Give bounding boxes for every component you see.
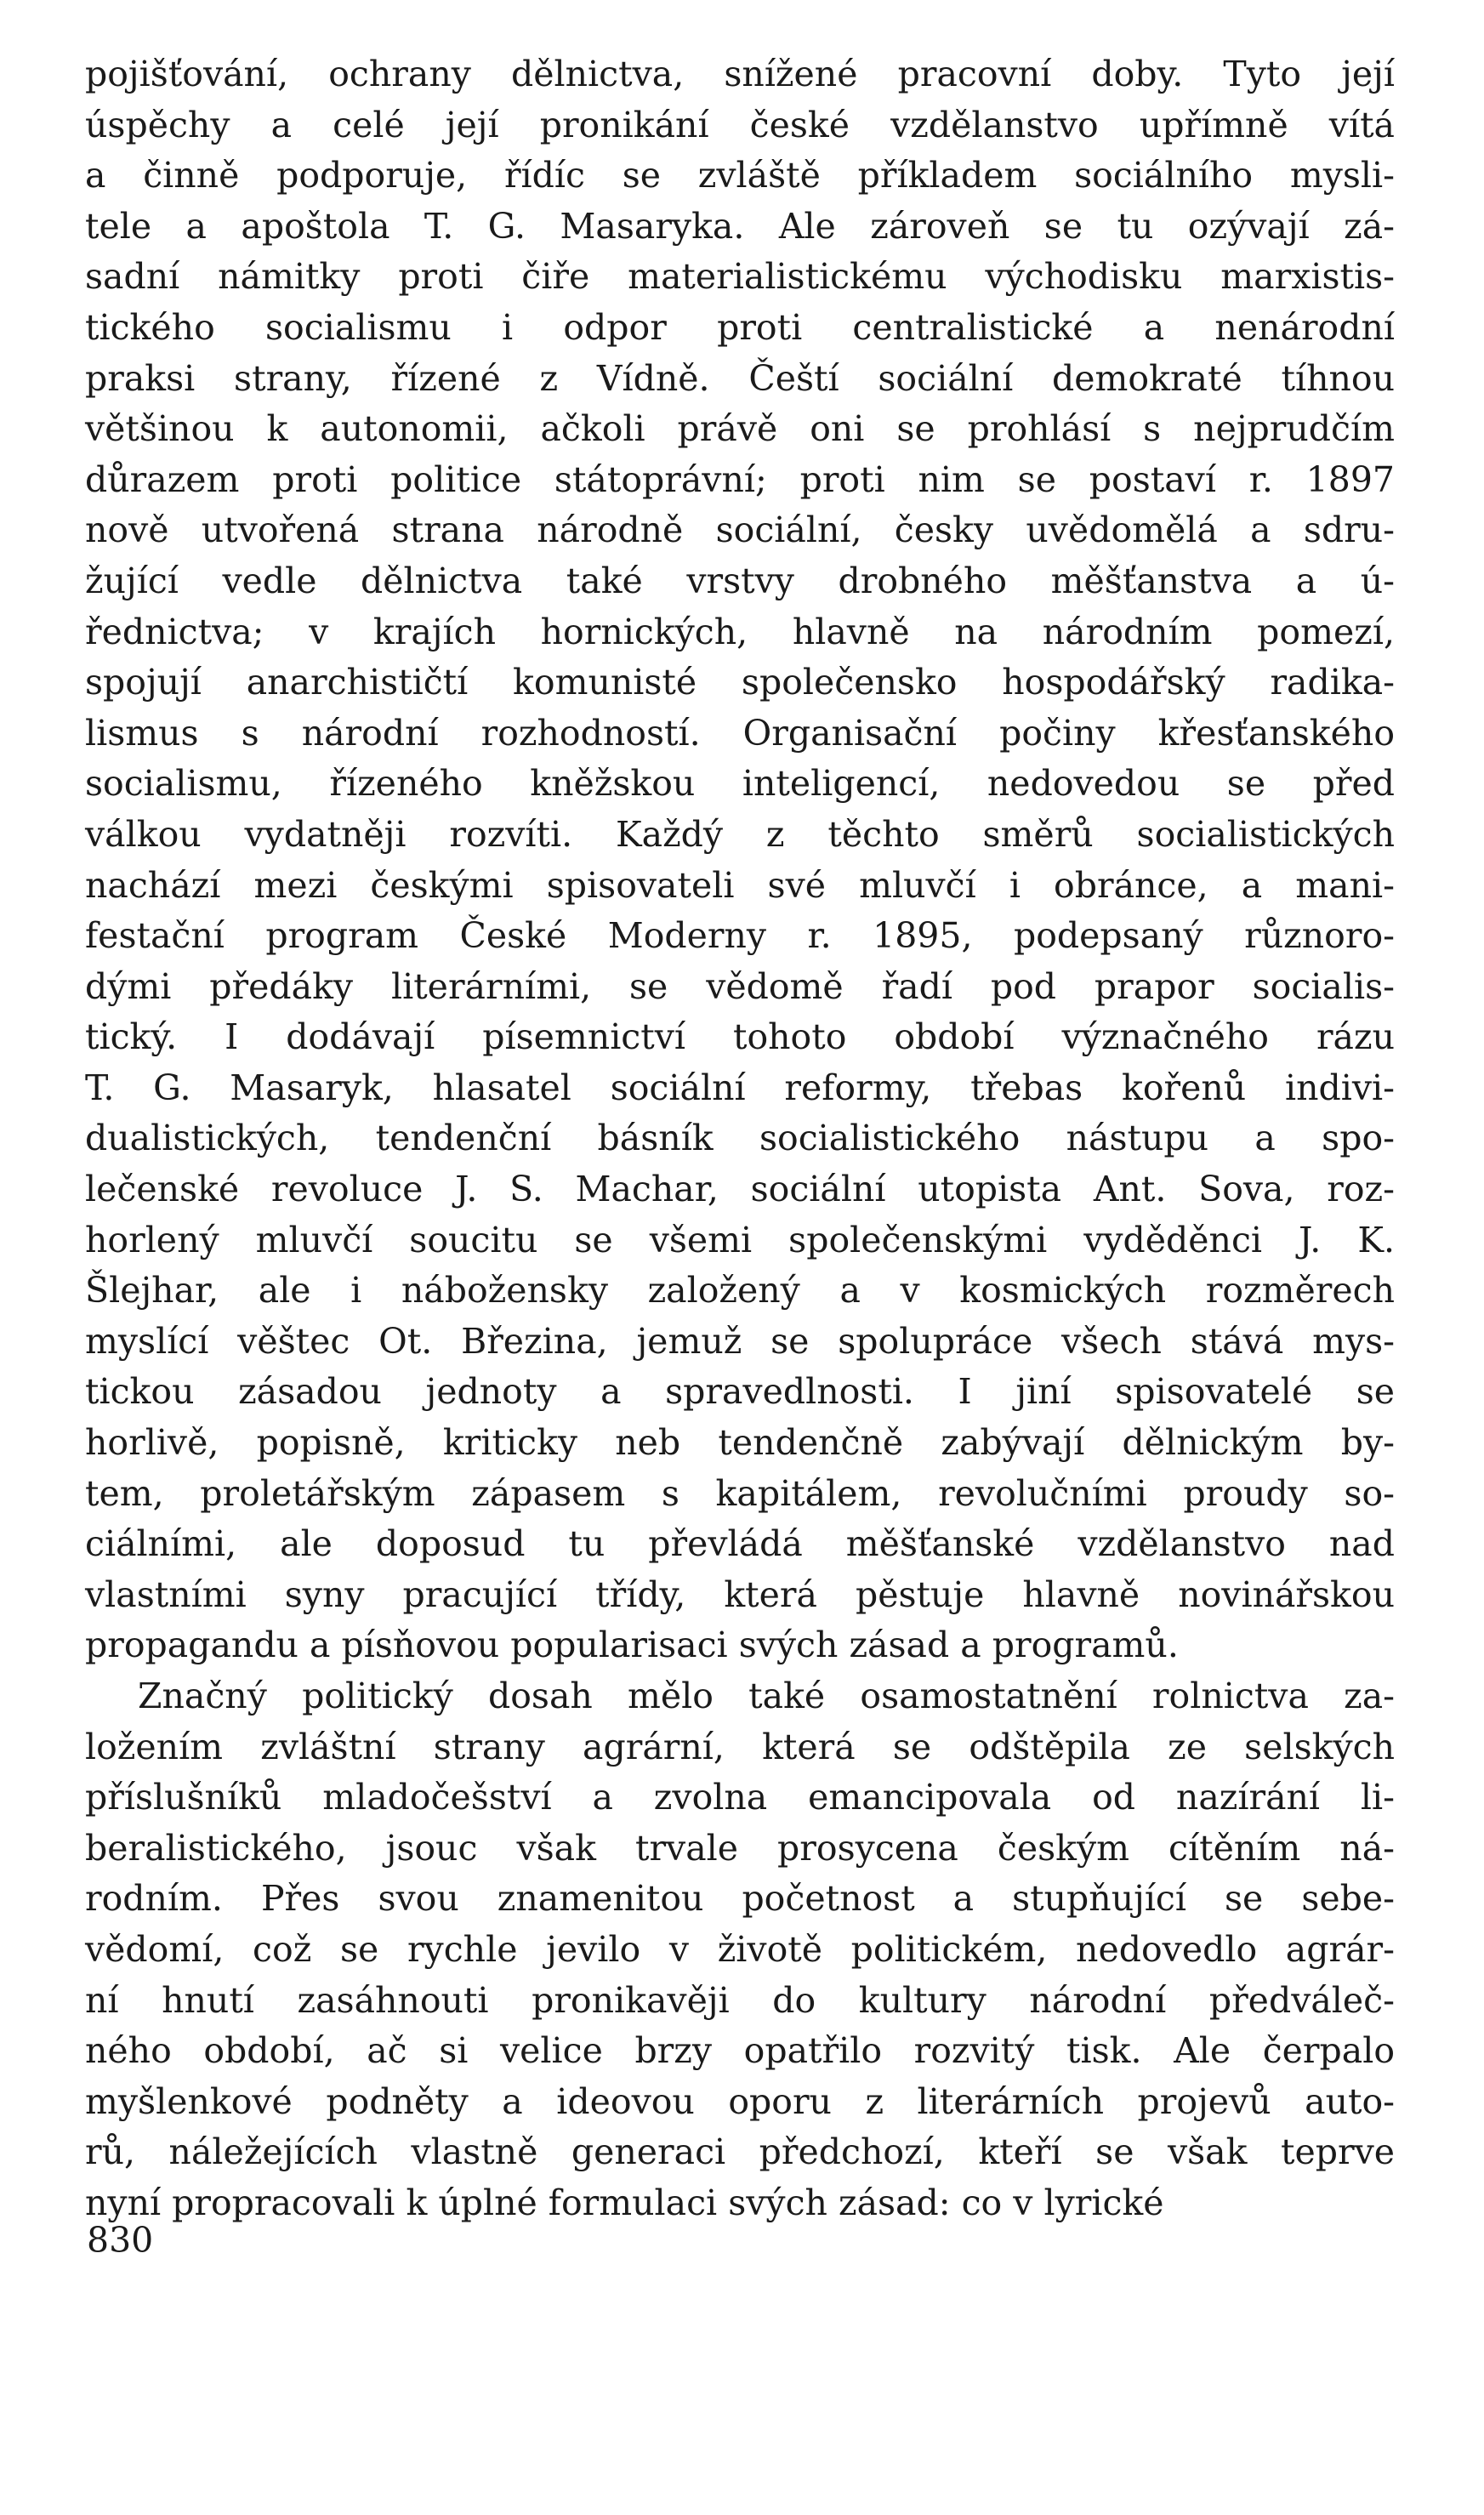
text-line: příslušníků mladočešství a zvolna emancipovala od nazírání li- <box>85 1777 1395 1818</box>
text-line: úspěchy a celé její pronikání české vzdělanstvo upřímně vítá <box>85 104 1395 145</box>
text-line: sadní námitky proti čiře materialistickému východisku marxistis- <box>85 256 1395 298</box>
text-line: žující vedle dělnictva také vrstvy drobného měšťanstva a ú- <box>85 560 1395 601</box>
text-line: tem, proletářským zápasem s kapitálem, revolučními proudy so- <box>85 1472 1395 1514</box>
text-line: dualistických, tendenční básník socialistického nástupu a spo- <box>85 1118 1395 1159</box>
text-line: dými předáky literárními, se vědomě řadí pod prapor socialis- <box>85 965 1395 1007</box>
text-line: praksi strany, řízené z Vídně. Čeští sociální demokraté tíhnou <box>85 357 1395 399</box>
text-line: Šlejhar, ale i nábožensky založený a v kosmických rozměrech <box>85 1270 1395 1312</box>
text-line: propagandu a písňovou popularisaci svých zásad a programů. <box>85 1625 1179 1666</box>
text-line: beralistického, jsouc však trvale prosycena českým cítěním ná- <box>85 1827 1395 1869</box>
text-line: myšlenkové podněty a ideovou oporu z literárních projevů auto- <box>85 2080 1395 2122</box>
text-line: ného období, ač si velice brzy opatřilo rozvitý tisk. Ale čerpalo <box>85 2030 1395 2072</box>
text-line: tický. I dodávají písemnictví tohoto období význačného rázu <box>85 1016 1395 1058</box>
text-line: nově utvořená strana národně sociální, česky uvědomělá a sdru- <box>85 509 1395 551</box>
body-text <box>85 49 1395 2229</box>
text-line: spojují anarchističtí komunisté společensko hospodářský radika- <box>85 662 1395 703</box>
text-line: nachází mezi českými spisovateli své mluvčí i obránce, a mani- <box>85 864 1395 906</box>
text-line: válkou vydatněji rozvíti. Každý z těchto směrů socialistických <box>85 813 1395 855</box>
text-line: lismus s národní rozhodností. Organisační počiny křesťanského <box>85 712 1395 754</box>
text-line: pojišťování, ochrany dělnictva, snížené pracovní doby. Tyto její <box>85 54 1395 94</box>
text-line: ní hnutí zasáhnouti pronikavěji do kultury národní předváleč- <box>85 1979 1395 2021</box>
text-line: T. G. Masaryk, hlasatel sociální reformy, třebas kořenů indivi- <box>85 1067 1395 1108</box>
text-line: vlastními syny pracující třídy, která pěstuje hlavně novinářskou <box>85 1573 1395 1615</box>
text-line: většinou k autonomii, ačkoli právě oni se prohlásí s nejprudčím <box>85 408 1395 450</box>
text-line: rodním. Přes svou znamenitou početnost a stupňující se sebe- <box>85 1878 1395 1920</box>
text-line: tického socialismu i odpor proti centralistické a nenárodní <box>85 306 1395 348</box>
text-line: nyní propracovali k úplné formulaci svých zásad: co v lyrické <box>85 2182 1164 2223</box>
page-number: 830 <box>87 2220 154 2261</box>
text-line: důrazem proti politice státoprávní; proti nim se postaví r. 1897 <box>85 458 1395 500</box>
text-line: rů, náležejících vlastně generaci předchozí, kteří se však teprve <box>85 2131 1395 2173</box>
text-line: tele a apoštola T. G. Masaryka. Ale zároveň se tu ozývají zá- <box>85 205 1395 247</box>
text-line: ciálními, ale doposud tu převládá měšťanské vzdělanstvo nad <box>85 1523 1395 1565</box>
text-line: socialismu, řízeného kněžskou inteligencí, nedovedou se před <box>85 763 1395 805</box>
text-line: horlený mluvčí soucitu se všemi společenskými vyděděnci J. K. <box>85 1219 1395 1260</box>
paragraph <box>85 49 1395 1671</box>
text-line: vědomí, což se rychle jevilo v životě politickém, nedovedlo agrár- <box>85 1928 1395 1970</box>
text-line: myslící věštec Ot. Březina, jemuž se spolupráce všech stává mys- <box>85 1320 1395 1362</box>
text-line: řednictva; v krajích hornických, hlavně na národním pomezí, <box>85 611 1395 652</box>
text-line: festační program České Moderny r. 1895, podepsaný různoro- <box>85 915 1395 957</box>
text-line: lečenské revoluce J. S. Machar, sociální utopista Ant. Sova, roz- <box>85 1169 1395 1210</box>
text-line: Značný politický dosah mělo také osamostatnění rolnictva za- <box>138 1676 1395 1716</box>
text-line: a činně podporuje, řídíc se zvláště příkladem sociálního mysli- <box>85 155 1395 196</box>
text-line: ložením zvláštní strany agrární, která se odštěpila ze selských <box>85 1726 1395 1767</box>
text-line: horlivě, popisně, kriticky neb tendenčně zabývají dělnickým by- <box>85 1422 1395 1464</box>
paragraph <box>85 1671 1395 2229</box>
text-line: tickou zásadou jednoty a spravedlnosti. I jiní spisovatelé se <box>85 1371 1395 1413</box>
